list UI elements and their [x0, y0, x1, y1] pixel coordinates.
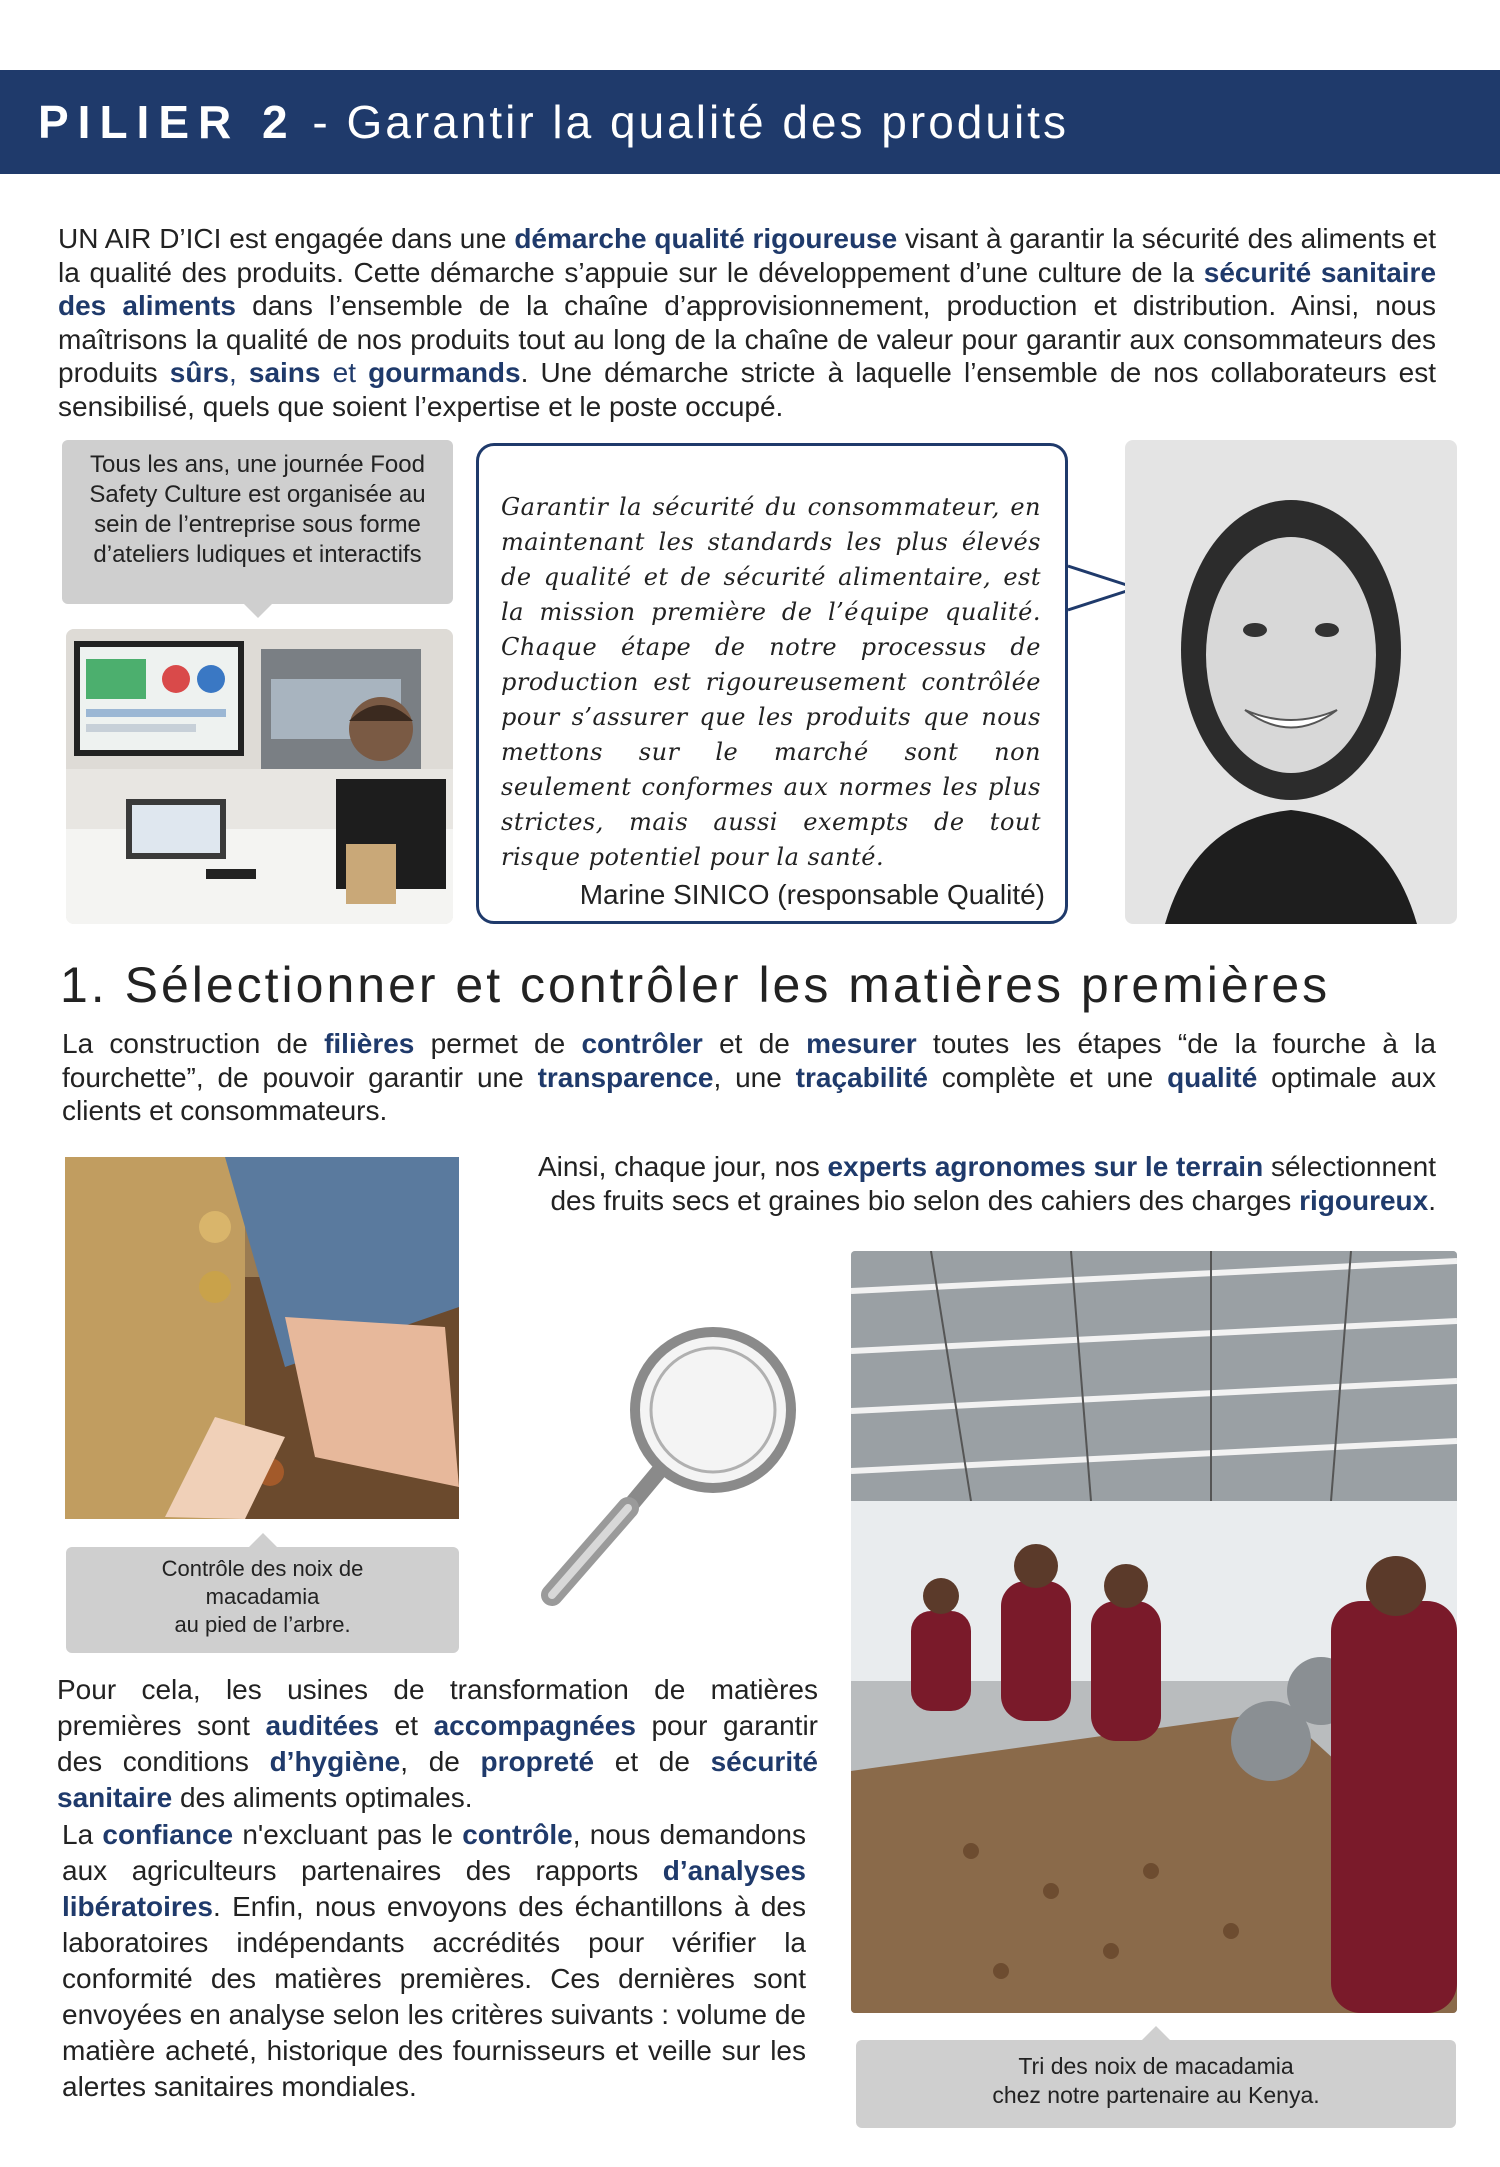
keyword: accompagnées — [433, 1710, 636, 1741]
text-run: La construction de — [62, 1028, 325, 1059]
keyword: mesurer — [806, 1028, 917, 1059]
text-run: des aliments optimales. — [172, 1782, 473, 1813]
text-run: , nous demandons aux agriculteurs partenaires des rapports — [62, 1819, 806, 1886]
macadamia-caption-line-2: macadamia — [205, 1584, 320, 1609]
quote-box — [476, 443, 1068, 924]
keyword: transparence — [537, 1061, 714, 1093]
keyword: d’analyses libératoires — [62, 1855, 806, 1922]
keyword: confiance — [102, 1819, 234, 1850]
banner-title — [38, 94, 1069, 150]
section-paragraph-1 — [62, 1027, 1436, 1128]
keyword: propreté — [480, 1746, 595, 1777]
keyword: auditées — [265, 1710, 380, 1741]
text-run: permet de — [414, 1028, 582, 1059]
keyword: contrôler — [581, 1028, 703, 1059]
section-paragraph-2 — [491, 1150, 1436, 1217]
macadamia-caption-line-1: Contrôle des noix de — [161, 1556, 364, 1581]
text-run: sélectionnent des fruits secs et graines bio selon des cahiers des charges — [550, 1151, 1436, 1216]
keyword: démarche qualité rigoureuse — [514, 223, 898, 254]
keyword: filières — [324, 1028, 415, 1059]
portrait-photo — [1125, 440, 1457, 924]
text-run: visant à garantir la sécurité des aliments et la qualité des produits. Cette démarche s’appuie sur le développement d’une culture de la — [58, 223, 1436, 288]
text-run: pour garantir des conditions — [57, 1710, 818, 1777]
macadamia-caption-line-3: au pied de l’arbre. — [174, 1612, 351, 1637]
keyword: sécurité sanitaire des aliments — [58, 256, 1437, 321]
quote-text: Garantir la sécurité du consommateur, en maintenant les standards les plus élevés de qualité et de sécurité alimentaire, est la mission première de l’équipe qualité. Chaque étape de notre processus de production est rigoureusement contrôlée pour s’assurer que les produits que nous mettons sur le marché sont non seulement conformes aux normes les plus strictes, mais aussi exempts de tout risque potentiel pour la santé. — [501, 493, 1041, 871]
keyword: sains — [248, 357, 321, 388]
text-run: n'excluant pas le — [233, 1819, 463, 1850]
text-run: optimale aux clients et consommateurs. — [62, 1061, 1436, 1126]
text-run: UN AIR D’ICI est engagée dans une — [58, 223, 515, 254]
text-run: Ainsi, chaque jour, nos — [537, 1151, 828, 1182]
text-run: Pour cela, les usines de transformation de matières premières sont — [57, 1674, 818, 1741]
keyword: traçabilité — [795, 1061, 928, 1093]
kenya-caption-line-1: Tri des noix de macadamia — [1018, 2053, 1294, 2079]
keyword: d’hygiène — [269, 1746, 401, 1777]
text-run: et de — [702, 1028, 807, 1059]
keyword: gourmands — [368, 357, 521, 388]
intro-paragraph — [58, 222, 1436, 423]
text-run: et de — [594, 1746, 711, 1777]
keyword: experts agronomes sur le terrain — [827, 1151, 1264, 1182]
connector-text: et — [320, 357, 369, 388]
connector-text: , — [228, 357, 249, 388]
text-run: . Enfin, nous envoyons des échantillons à des laboratoires indépendants accrédités pour vérifier la conformité des matières premières. Ces dernières sont envoyées en analyse selon les critères suivants : volume de matière acheté, historique des fournisseurs et veille sur les alertes sanitaires mondiales. — [62, 1891, 806, 2102]
text-run: dans l’ensemble de la chaîne d’approvisionnement, production et distribution. Ainsi, nous maîtrisons la qualité de nos produits tout au long de la chaîne de valeur pour garantir aux consommateurs des produits — [58, 290, 1436, 388]
macadamia-tree-photo — [65, 1157, 459, 1519]
text-run: . — [1428, 1184, 1436, 1216]
factory-illustration — [851, 1251, 1457, 2013]
food-safety-callout — [62, 440, 453, 604]
quote-author: Marine SINICO (responsable Qualité) — [579, 879, 1045, 910]
magnifying-glass-icon — [530, 1310, 820, 1610]
food-safety-callout-text: Tous les ans, une journée Food Safety Culture est organisée au sein de l’entreprise sous forme d’ateliers ludiques et interactifs — [89, 451, 426, 568]
meeting-photo — [66, 629, 453, 924]
keyword: contrôle — [462, 1819, 573, 1850]
pillar-subtitle: - Garantir la qualité des produits — [296, 96, 1069, 148]
text-run: . Une démarche stricte à laquelle l’ensemble de nos collaborateurs est sensibilisé, quels que soient l’expertise et le poste occupé. — [58, 357, 1436, 422]
text-run: , de — [400, 1746, 481, 1777]
kenya-caption — [856, 2040, 1456, 2128]
section-paragraph-4 — [62, 1817, 806, 2105]
meeting-illustration — [66, 629, 453, 924]
text-run: La — [62, 1819, 103, 1850]
portrait-illustration — [1125, 440, 1457, 924]
section-paragraph-3 — [57, 1672, 818, 1816]
section-title: 1. Sélectionner et contrôler les matières premières — [60, 957, 1331, 1013]
macadamia-caption — [66, 1547, 459, 1653]
pillar-banner — [0, 70, 1500, 174]
text-run: toutes les étapes “de la fourche à la fourchette”, de pouvoir garantir une — [62, 1028, 1436, 1093]
kenya-caption-line-2: chez notre partenaire au Kenya. — [992, 2082, 1320, 2108]
text-run: et — [379, 1710, 434, 1741]
macadamia-illustration — [65, 1157, 459, 1519]
text-run: , une — [713, 1061, 796, 1093]
factory-sorting-photo — [851, 1251, 1457, 2013]
pillar-label: PILIER 2 — [38, 96, 297, 148]
keyword: sûrs — [169, 357, 229, 388]
keyword: sécurité sanitaire — [57, 1746, 819, 1813]
text-run: complète et une — [927, 1061, 1168, 1093]
keyword: rigoureux — [1299, 1184, 1429, 1216]
keyword: qualité — [1167, 1061, 1258, 1093]
